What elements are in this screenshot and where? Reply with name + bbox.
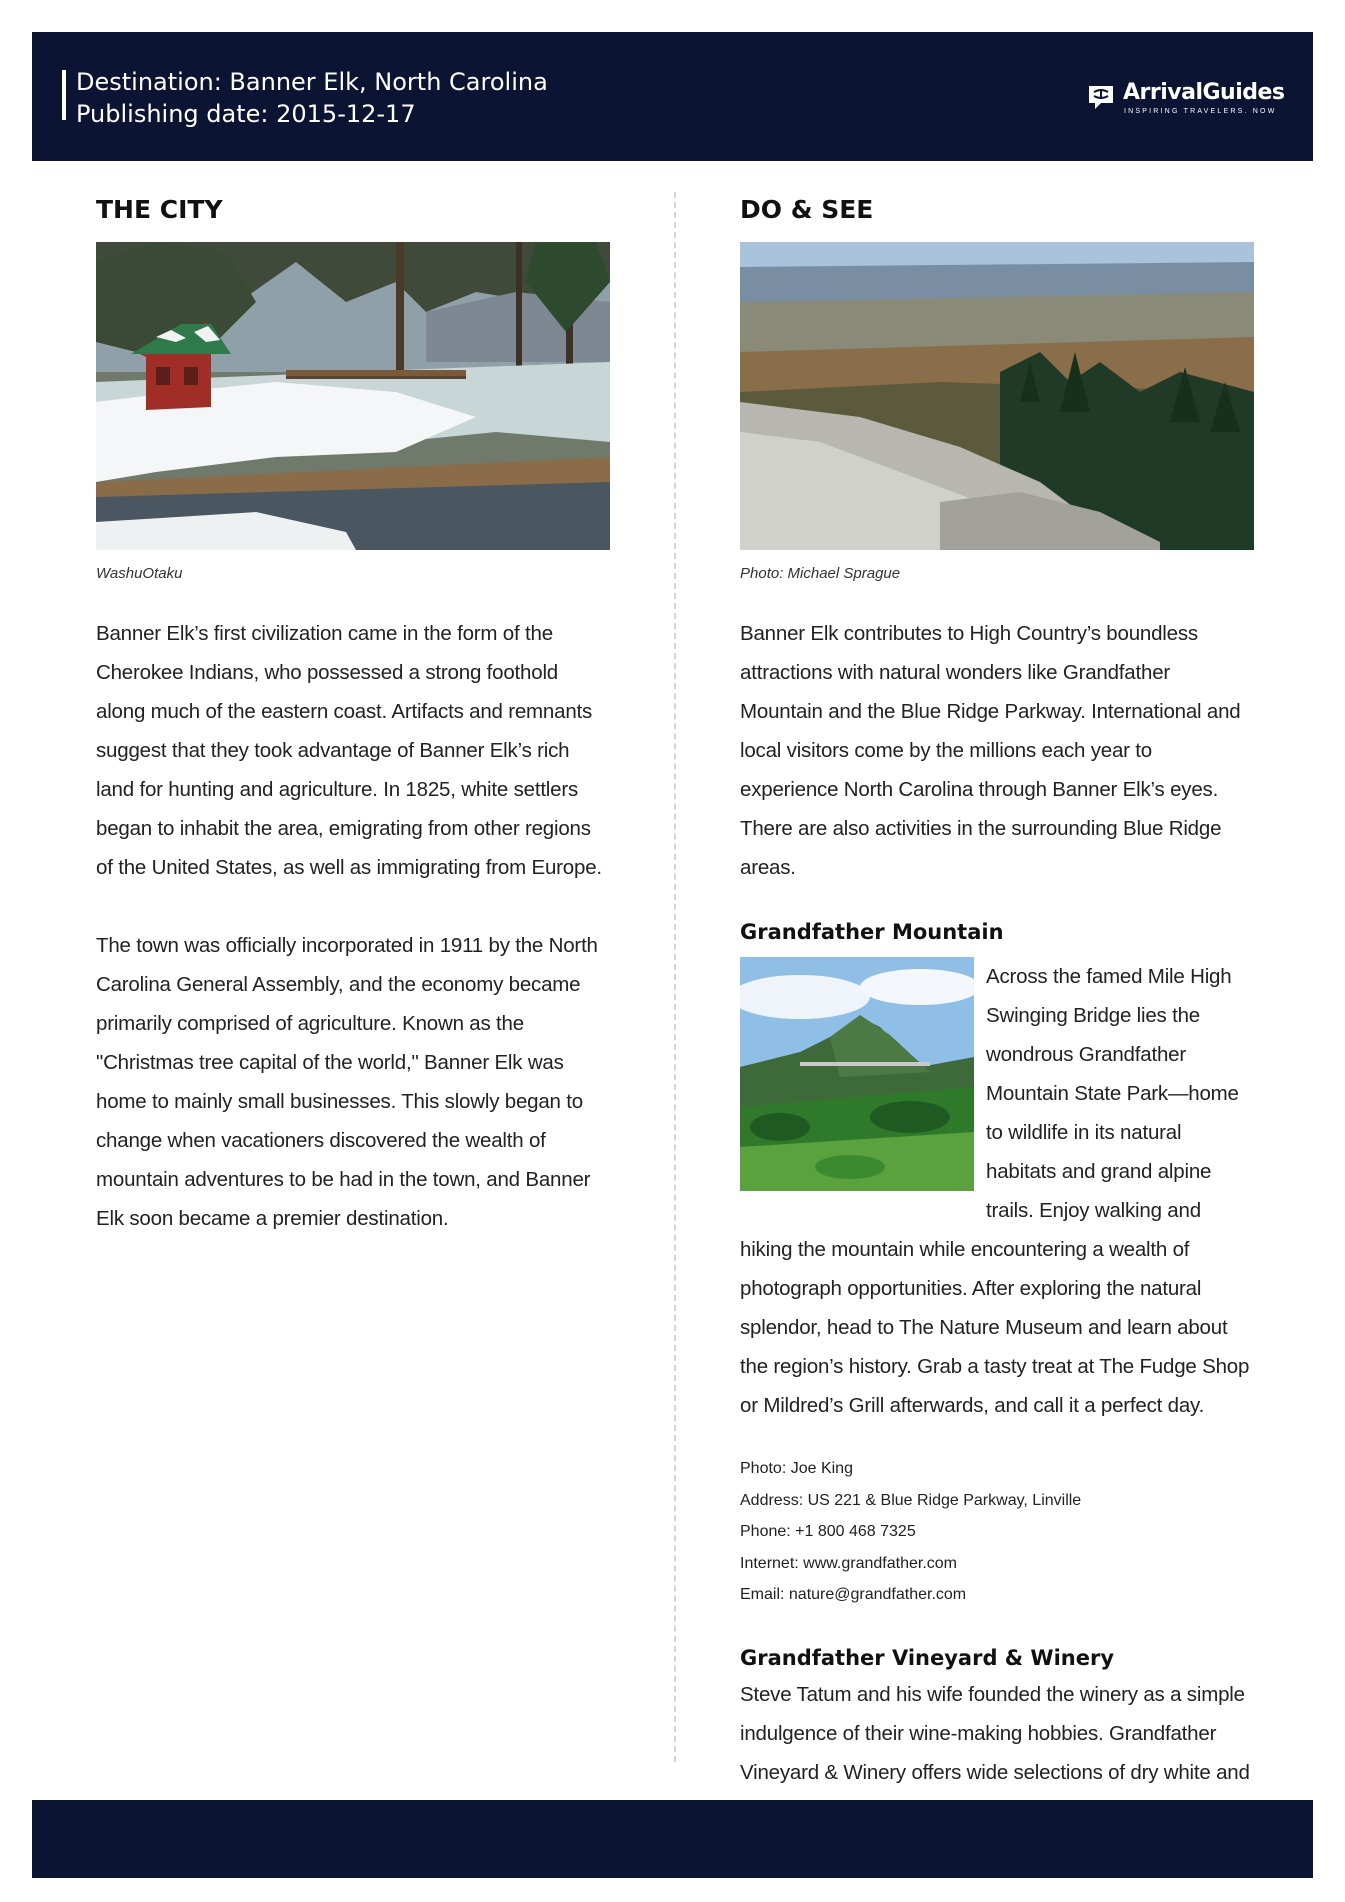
city-paragraph-1: Banner Elk’s first civilization came in the form of the Cherokee Indians, who possessed a strong foothold along much of the eastern coast. Artifacts and remnants suggest that they took advantage of Banner Elk’s rich land for hunting and agriculture. In 1825, white settlers began to inhabit the area, emigrating from other regions of the United States, as well as immigrating from Europe. (96, 622, 602, 879)
mountain-vista-photo (740, 242, 1254, 550)
grandfather-mountain-body (740, 957, 1254, 1425)
city-heading: THE CITY (96, 195, 223, 224)
header-accent-bar (62, 70, 66, 120)
grandfather-mountain-photo (740, 957, 974, 1191)
winery-text: Steve Tatum and his wife founded the winery as a simple indulgence of their wine-making hobbies. Grandfather Vineyard & Winery offers wide selections of dry white and (740, 1682, 1250, 1784)
city-paragraph-2: The town was officially incorporated in 1911 by the North Carolina General Assembly, and the economy became primarily comprised of agriculture. Known as the "Christmas tree capital of the world," Banner Elk was home to mainly small businesses. This slowly began to change when vacationers discovered the wealth of mountain adventures to be had in the town, and Banner Elk soon became a premier destination. (96, 934, 598, 1230)
page-footer (32, 1800, 1313, 1878)
publishing-date-label: Publishing date: 2015-12-17 (76, 100, 416, 128)
page-header (32, 32, 1313, 161)
snowy-cabin-photo (96, 242, 610, 550)
arrivalguides-logo (1086, 80, 1286, 120)
do-see-heading: DO & SEE (740, 195, 874, 224)
logo-name: ArrivalGuides (1123, 80, 1285, 105)
city-photo-caption: WashuOtaku (96, 565, 183, 582)
grandfather-email-link[interactable]: Email: nature@grandfather.com (740, 1586, 967, 1603)
grandfather-mountain-title: Grandfather Mountain (740, 920, 1004, 944)
grandfather-phone[interactable]: Phone: +1 800 468 7325 (740, 1523, 916, 1540)
do-see-photo-caption: Photo: Michael Sprague (740, 565, 901, 582)
grandfather-mountain-text: Across the famed Mile High Swinging Bridge lies the wondrous Grandfather Mountain State Park—home to wildlife in its natural habitats and grand alpine trails. Enjoy walking and hiking the mountain while encountering a wealth of photograph opportunities. After exploring the natural splendor, head to The Nature Museum and learn about the region’s history. Grab a tasty treat at The Fudge Shop or Mildred’s Grill afterwards, and call it a perfect day. (740, 965, 1250, 1417)
city-column (96, 192, 610, 1238)
grandfather-photo-credit: Photo: Joe King (740, 1460, 853, 1477)
grandfather-address: Address: US 221 & Blue Ridge Parkway, Linville (740, 1491, 1082, 1509)
do-see-column (740, 192, 1254, 1792)
logo-tagline: INSPIRING TRAVELERS. NOW (1124, 108, 1277, 115)
grandfather-website-link[interactable]: Internet: www.grandfather.com (740, 1554, 957, 1572)
destination-label: Destination: Banner Elk, North Carolina (76, 68, 548, 96)
column-divider (674, 192, 676, 1762)
winery-title: Grandfather Vineyard & Winery (740, 1645, 1115, 1670)
speech-bubble-book-icon (1086, 82, 1116, 112)
do-see-intro: Banner Elk contributes to High Country’s boundless attractions with natural wonders like Grandfather Mountain and the Blue Ridge Parkway. International and local visitors come by the millions each year to experience North Carolina through Banner Elk’s eyes. There are also activities in the surrounding Blue Ridge areas. (740, 622, 1241, 879)
grandfather-mountain-details (740, 1453, 1254, 1611)
header-info (76, 66, 548, 130)
